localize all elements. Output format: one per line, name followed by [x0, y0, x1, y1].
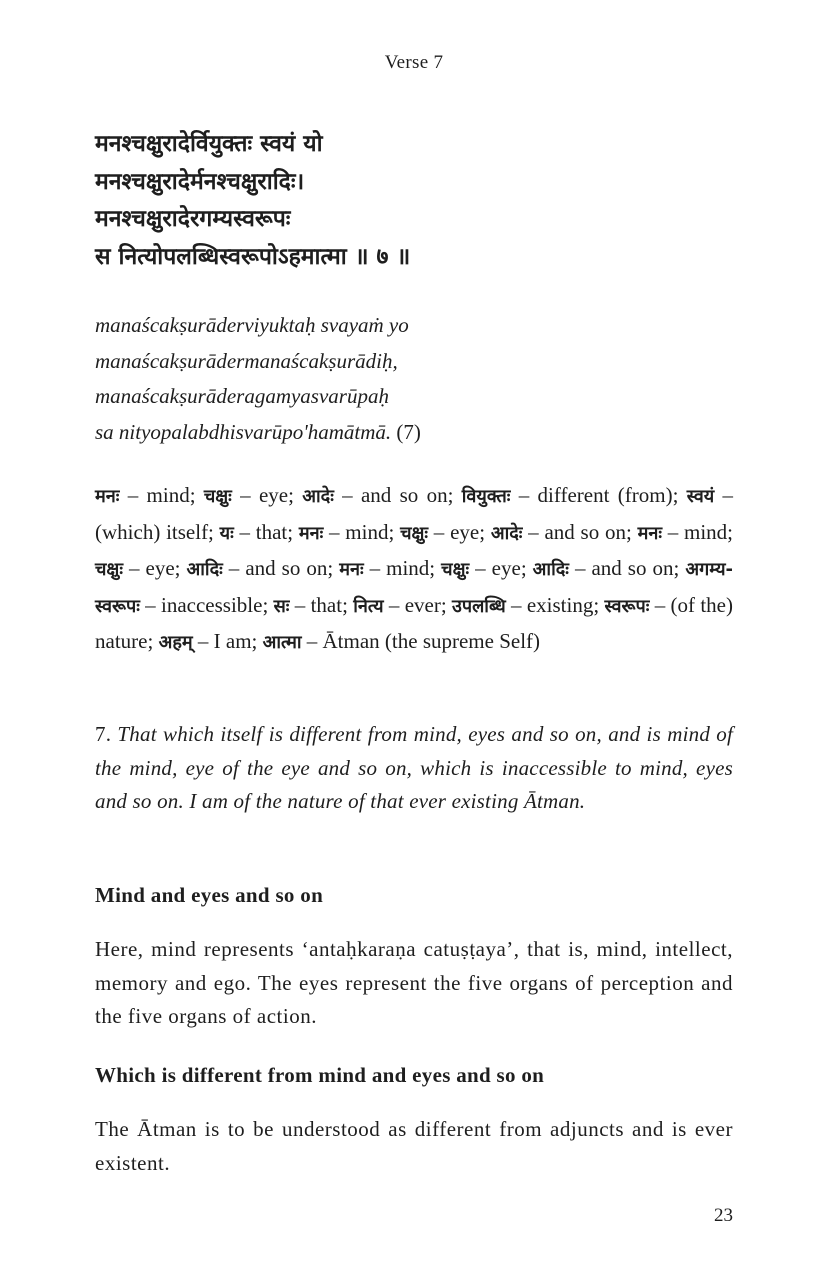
glossary-term: मनः: [95, 486, 120, 507]
glossary-meaning: – different (from);: [510, 483, 687, 507]
glossary-term: सः: [273, 595, 290, 617]
section-paragraph: The Ātman is to be understood as different from adjuncts and is ever existent.: [95, 1117, 733, 1175]
glossary-entry: [204, 483, 302, 507]
running-head: Verse 7: [384, 52, 444, 73]
glossary-term: चक्षुः: [203, 486, 232, 507]
verse-line: मनश्चक्षुरादेरगम्यस्वरूपः: [95, 206, 291, 232]
glossary-entry: [220, 520, 299, 544]
glossary-term: आदेः: [490, 522, 523, 544]
section-heading: Mind and eyes and so on: [95, 883, 324, 907]
transliteration-text: manaścakṣurādermanaścakṣurādiḥ,: [95, 348, 398, 373]
glossary-meaning: – and so on;: [222, 556, 340, 580]
word-glossary: [95, 478, 733, 661]
glossary-entry: [302, 483, 462, 507]
glossary-term: यः: [219, 522, 234, 544]
glossary-term: आदिः: [532, 559, 569, 580]
glossary-term: आदेः: [302, 486, 334, 507]
glossary-meaning: – that;: [289, 592, 354, 617]
glossary-meaning: – existing;: [505, 592, 605, 617]
glossary-meaning: – and so on;: [522, 519, 638, 544]
translation-text: That which itself is different from mind, eyes and so on, and is mind of the mind, eye of the eye and so on, which is inaccessible to mind, eyes and so on. I am of the nature of that ever existing Ātman.: [95, 722, 734, 813]
transliteration-text: sa nityopalabdhisvarūpo'hamātmā.: [95, 419, 392, 444]
glossary-term: मनः: [637, 522, 662, 544]
glossary-meaning: – mind;: [363, 556, 442, 580]
glossary-meaning: – ever;: [383, 592, 453, 617]
translation-number: 7.: [95, 722, 112, 746]
glossary-term: अहम्: [158, 632, 193, 653]
glossary-term: आत्मा: [262, 632, 302, 653]
glossary-term: चक्षुः: [400, 522, 429, 544]
glossary-meaning: – eye;: [231, 483, 303, 507]
transliteration: [95, 308, 733, 450]
sanskrit-verse: [95, 126, 733, 276]
section-paragraph: Here, mind represents ‘antaḥkaraṇa catuṣṭaya’, that is, mind, intellect, memory and ego. The eyes represent the five organs of perception and the five organs of action.: [95, 937, 733, 1028]
glossary-meaning: – I am;: [192, 629, 263, 653]
glossary-entry: [462, 483, 687, 507]
transliteration-text: manaścakṣurāderagamyasvarūpaḥ: [95, 384, 389, 408]
glossary-meaning: – and so on;: [333, 483, 462, 507]
glossary-term: आदिः: [186, 559, 223, 580]
transliteration-line: [95, 344, 733, 380]
section-heading: Which is different from mind and eyes and so on: [95, 1063, 545, 1087]
transliteration-text: manaścakṣurāderviyuktaḥ svayaṁ yo: [95, 313, 409, 337]
glossary-entry: [263, 629, 540, 653]
glossary-term: चक्षुः: [95, 559, 123, 580]
glossary-entry: [159, 629, 263, 653]
glossary-entry: [353, 593, 452, 617]
glossary-term: चक्षुः: [441, 559, 470, 580]
glossary-term: मनः: [298, 522, 324, 544]
glossary-term: नित्य: [353, 595, 384, 617]
glossary-meaning: – Ātman (the supreme Self): [301, 629, 541, 653]
verse-reference: (7): [396, 419, 421, 444]
glossary-term: अगम्य-स्वरूपः: [95, 559, 734, 617]
glossary-entry: [638, 520, 733, 544]
glossary-meaning: – that;: [233, 519, 299, 544]
glossary-entry: [95, 556, 187, 580]
glossary-entry: [491, 520, 638, 544]
glossary-meaning: – mind;: [323, 519, 401, 544]
verse-line: स नित्योपलब्धिस्वरूपोऽहमात्मा ॥ ७ ॥: [95, 243, 411, 270]
glossary-entry: [274, 593, 354, 617]
glossary-meaning: – and so on;: [568, 556, 686, 580]
glossary-entry: [452, 593, 605, 617]
glossary-entry: [400, 520, 491, 544]
glossary-entry: [187, 556, 340, 580]
glossary-term: स्वरूपः: [604, 595, 650, 617]
glossary-entry: [299, 520, 400, 544]
glossary-meaning: – (which) itself;: [95, 483, 733, 544]
glossary-meaning: – inaccessible;: [139, 592, 274, 617]
glossary-meaning: – eye;: [469, 556, 533, 580]
verse-translation: [95, 718, 733, 819]
transliteration-line: [95, 308, 733, 344]
glossary-meaning: – (of the) nature;: [95, 592, 733, 653]
book-page: [95, 0, 733, 1276]
glossary-entry: [533, 556, 686, 580]
transliteration-line: [95, 415, 733, 451]
verse-line: मनश्चक्षुरादेर्मनश्चक्षुरादिः।: [95, 168, 305, 195]
glossary-meaning: – eye;: [428, 519, 491, 544]
glossary-meaning: – mind;: [661, 519, 733, 544]
glossary-term: उपलब्धि: [452, 595, 506, 617]
glossary-term: वियुक्तः: [461, 486, 511, 507]
page-number: 23: [714, 1205, 733, 1226]
glossary-term: मनः: [339, 559, 364, 580]
glossary-entry: [339, 556, 441, 580]
glossary-meaning: – mind;: [119, 483, 204, 507]
glossary-entry: [441, 556, 533, 580]
verse-line: मनश्चक्षुरादेर्वियुक्तः स्वयं यो: [95, 131, 323, 157]
glossary-meaning: – eye;: [122, 556, 187, 580]
glossary-entry: [95, 483, 204, 507]
glossary-term: स्वयं: [686, 486, 715, 507]
transliteration-line: [95, 379, 733, 415]
